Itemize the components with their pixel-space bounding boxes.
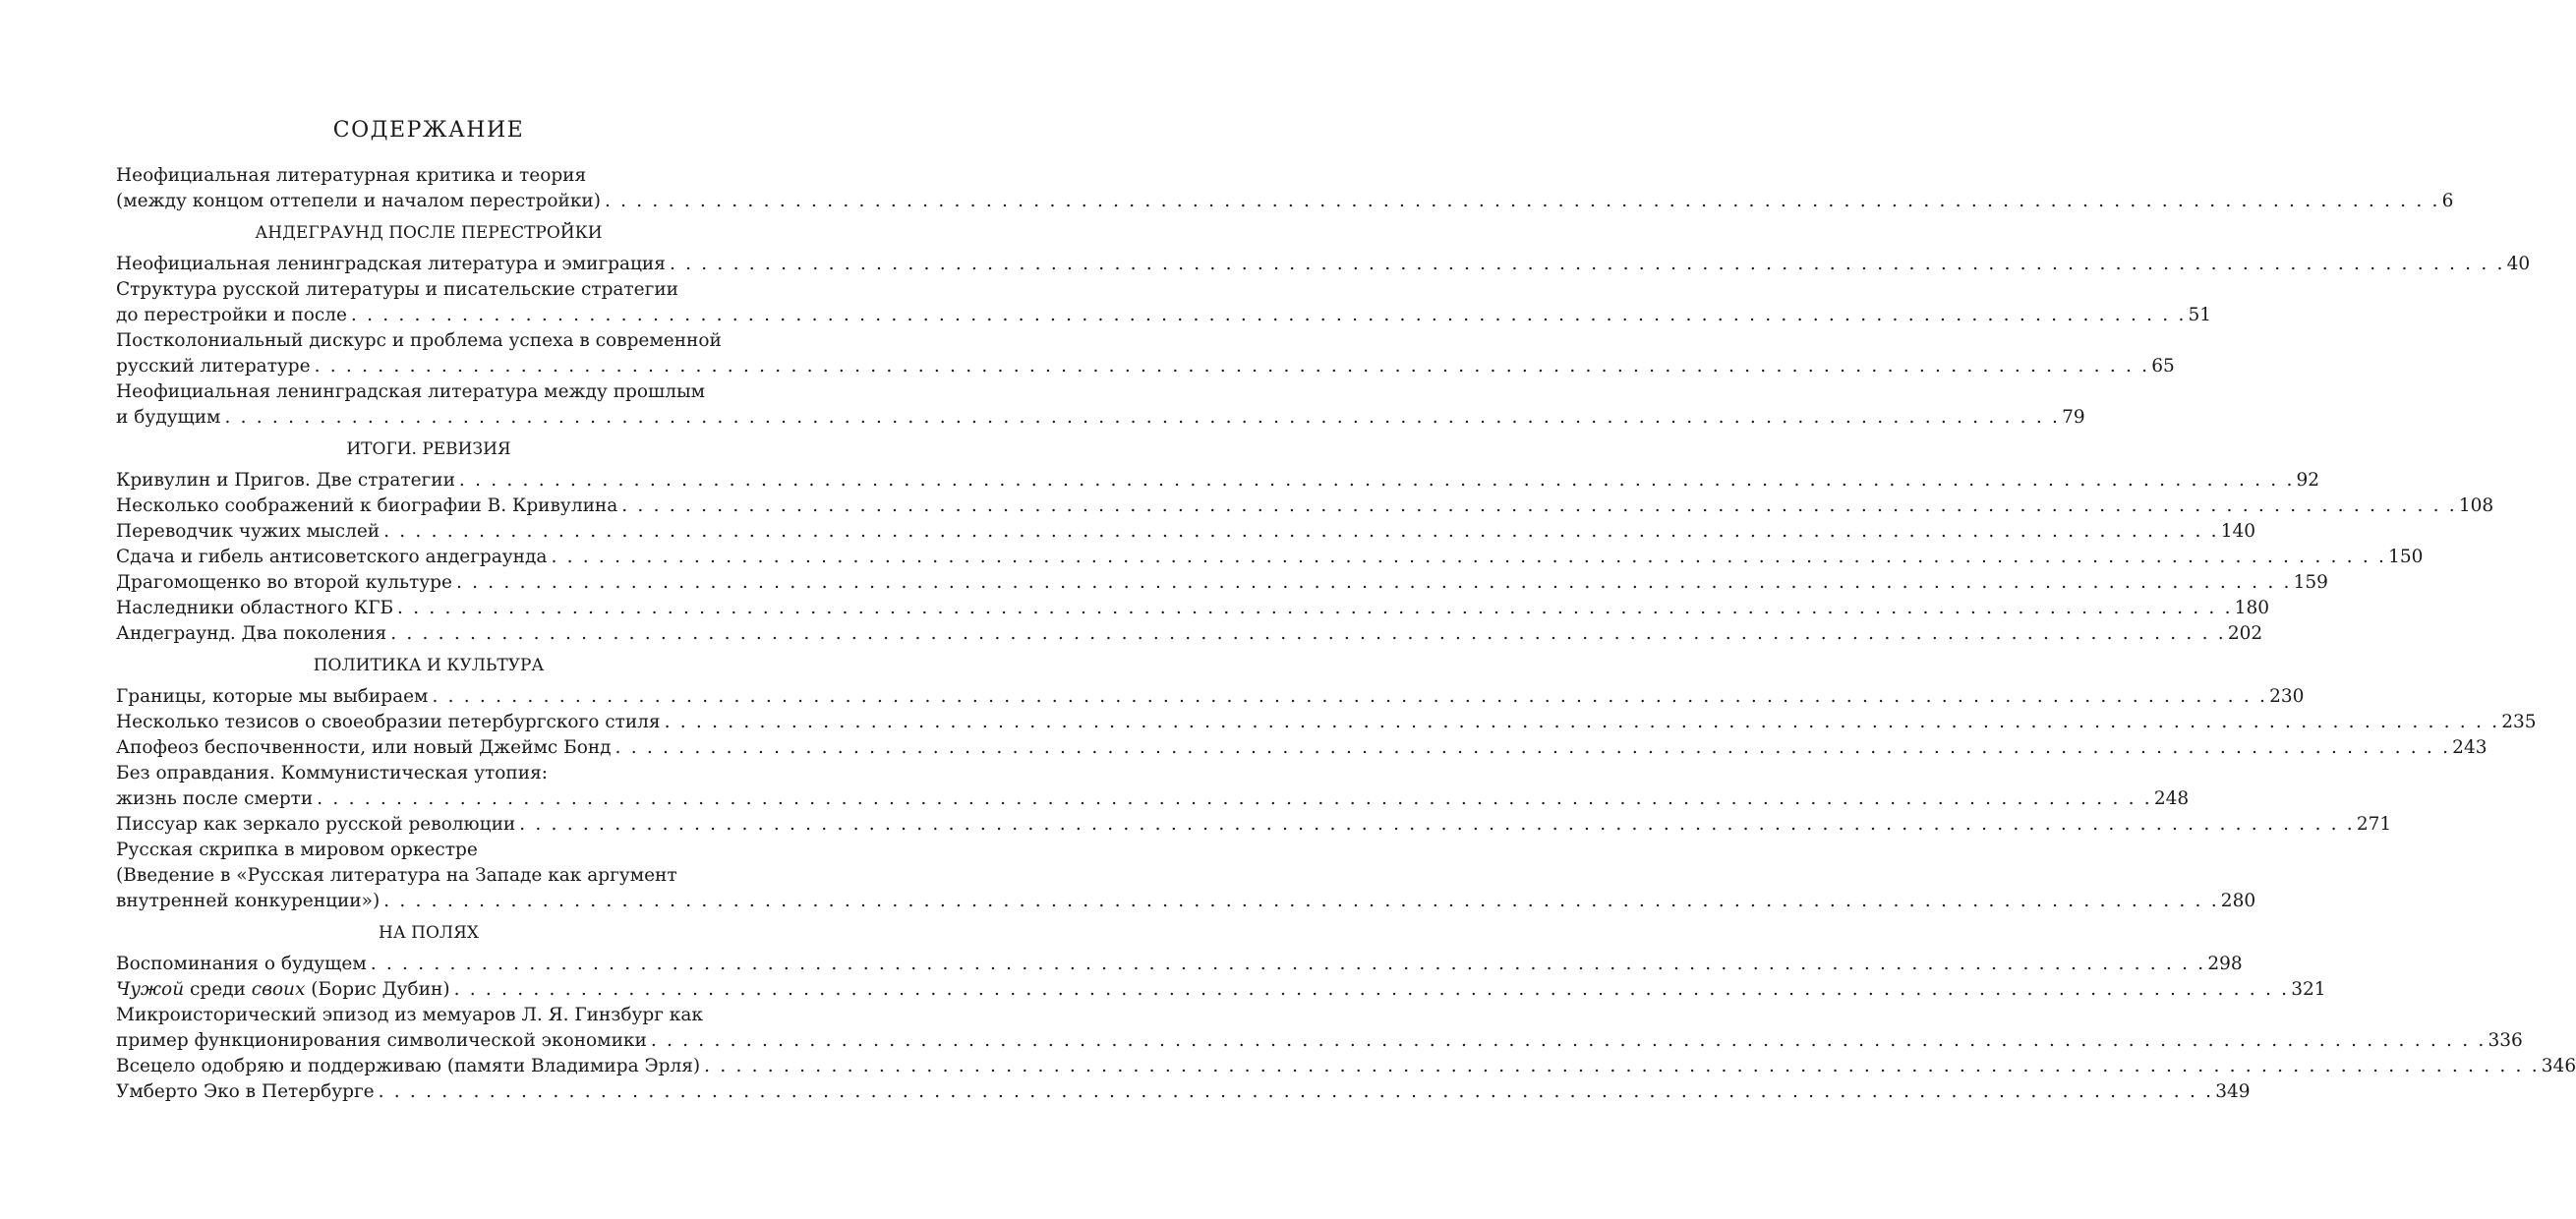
toc-entry[interactable]: [116, 163, 2454, 214]
dot-leader: . . . . . . . . . . . . . . . . . . . . . . . . . . . . . . . . . . . . . . . . . . . . . . . . . . . . . . . . . . . . . . . . . . . . . . . . . . . . . . . . . . . . . . . . . . . . . . . . . . . . . . . . . . . . . . . . . . . .: [458, 470, 2295, 491]
page-number: 230: [2269, 686, 2305, 707]
toc-entry[interactable]: [116, 468, 2320, 493]
entry-title: Андеграунд. Два поколения: [116, 623, 387, 644]
dot-leader: . . . . . . . . . . . . . . . . . . . . . . . . . . . . . . . . . . . . . . . . . . . . . . . . . . . . . . . . . . . . . . . . . . . . . . . . . . . . . . . . . . . . . . . . . . . . . . . . . . . . . . . . . . . . . . . . . . . .: [350, 305, 2187, 325]
toc-entry[interactable]: [116, 1079, 2251, 1105]
dot-leader: . . . . . . . . . . . . . . . . . . . . . . . . . . . . . . . . . . . . . . . . . . . . . . . . . . . . . . . . . . . . . . . . . . . . . . . . . . . . . . . . . . . . . . . . . . . . . . . . . . . . . . . . . . . . . . . . . . . .: [390, 623, 2226, 644]
entry-title: Апофеоз беспочвенности, или новый Джеймс Бонд: [116, 737, 612, 758]
entry-title: Писсуар как зеркало русской революции: [116, 814, 516, 835]
page-number: 140: [2220, 521, 2256, 542]
entry-line: Русская скрипка в мировом оркестре: [116, 840, 478, 860]
entry-title: Несколько тезисов о своеобразии петербургского стиля: [116, 712, 661, 732]
toc-entry[interactable]: [116, 277, 2212, 328]
page-number: 40: [2506, 254, 2531, 274]
page-number: 51: [2188, 305, 2212, 325]
dot-leader: . . . . . . . . . . . . . . . . . . . . . . . . . . . . . . . . . . . . . . . . . . . . . . . . . . . . . . . . . . . . . . . . . . . . . . . . . . . . . . . . . . . . . . . . . . . . . . . . . . . . . . . . . . . . . . . . . . . .: [650, 1030, 2487, 1051]
page-number: 346: [2541, 1056, 2576, 1076]
dot-leader: . . . . . . . . . . . . . . . . . . . . . . . . . . . . . . . . . . . . . . . . . . . . . . . . . . . . . . . . . . . . . . . . . . . . . . . . . . . . . . . . . . . . . . . . . . . . . . . . . . . . . . . . . . . . . . . . . . . .: [378, 1081, 2214, 1102]
dot-leader: . . . . . . . . . . . . . . . . . . . . . . . . . . . . . . . . . . . . . . . . . . . . . . . . . . . . . . . . . . . . . . . . . . . . . . . . . . . . . . . . . . . . . . . . . . . . . . . . . . . . . . . . . . . . . . . . . . . .: [621, 495, 2457, 516]
entry-line: Неофициальная ленинградская литература между прошлым: [116, 381, 706, 402]
entry-title: русский литературе: [116, 356, 311, 377]
entry-title: до перестройки и после: [116, 305, 347, 325]
toc-entry[interactable]: [116, 596, 2269, 621]
entry-title-part: среди: [184, 979, 252, 1000]
toc-entry[interactable]: [116, 379, 2085, 431]
page-number: 336: [2488, 1030, 2523, 1051]
page-number: 271: [2356, 814, 2392, 835]
toc-entry[interactable]: [116, 570, 2328, 596]
toc-entry[interactable]: [116, 1003, 2523, 1054]
page-number: 202: [2227, 623, 2263, 644]
dot-leader: . . . . . . . . . . . . . . . . . . . . . . . . . . . . . . . . . . . . . . . . . . . . . . . . . . . . . . . . . . . . . . . . . . . . . . . . . . . . . . . . . . . . . . . . . . . . . . . . . . . . . . . . . . . . . . . . . . . .: [455, 572, 2292, 593]
dot-leader: . . . . . . . . . . . . . . . . . . . . . . . . . . . . . . . . . . . . . . . . . . . . . . . . . . . . . . . . . . . . . . . . . . . . . . . . . . . . . . . . . . . . . . . . . . . . . . . . . . . . . . . . . . . . . . . . . . . .: [370, 954, 2206, 974]
page-number: 79: [2062, 407, 2085, 428]
dot-leader: . . . . . . . . . . . . . . . . . . . . . . . . . . . . . . . . . . . . . . . . . . . . . . . . . . . . . . . . . . . . . . . . . . . . . . . . . . . . . . . . . . . . . . . . . . . . . . . . . . . . . . . . . . . . . . . . . . . .: [669, 254, 2505, 274]
page-number: 243: [2452, 737, 2488, 758]
dot-leader: . . . . . . . . . . . . . . . . . . . . . . . . . . . . . . . . . . . . . . . . . . . . . . . . . . . . . . . . . . . . . . . . . . . . . . . . . . . . . . . . . . . . . . . . . . . . . . . . . . . . . . . . . . . . . . . . . . . .: [519, 814, 2355, 835]
dot-leader: . . . . . . . . . . . . . . . . . . . . . . . . . . . . . . . . . . . . . . . . . . . . . . . . . . . . . . . . . . . . . . . . . . . . . . . . . . . . . . . . . . . . . . . . . . . . . . . . . . . . . . . . . . . . . . . . . . . .: [314, 356, 2150, 377]
page-number: 280: [2220, 891, 2256, 911]
entry-title: Драгомощенко во второй культуре: [116, 572, 452, 593]
toc-entry[interactable]: [116, 761, 2190, 812]
toc-entry[interactable]: [116, 977, 2326, 1003]
entry-title: внутренней конкуренции»): [116, 891, 381, 911]
toc-entry[interactable]: [116, 621, 2263, 647]
entry-title: Сдача и гибель антисоветского андеграунда: [116, 547, 548, 567]
dot-leader: . . . . . . . . . . . . . . . . . . . . . . . . . . . . . . . . . . . . . . . . . . . . . . . . . . . . . . . . . . . . . . . . . . . . . . . . . . . . . . . . . . . . . . . . . . . . . . . . . . . . . . . . . . . . . . . . . . . .: [383, 521, 2219, 542]
entry-title: Воспоминания о будущем: [116, 954, 367, 974]
section-heading: НА ПОЛЯХ: [379, 923, 479, 943]
dot-leader: . . . . . . . . . . . . . . . . . . . . . . . . . . . . . . . . . . . . . . . . . . . . . . . . . . . . . . . . . . . . . . . . . . . . . . . . . . . . . . . . . . . . . . . . . . . . . . . . . . . . . . . . . . . . . . . . . . . .: [432, 686, 2268, 707]
entry-line: Постколониальный дискурс и проблема успеха в современной: [116, 330, 722, 351]
entry-title: (между концом оттепели и началом перестройки): [116, 191, 601, 211]
entry-line: Структура русской литературы и писательские стратегии: [116, 279, 678, 300]
toc-entry[interactable]: [116, 952, 2243, 977]
toc-entry[interactable]: [116, 1054, 2576, 1079]
toc-entry[interactable]: [116, 493, 2494, 519]
toc-entry[interactable]: [116, 838, 2256, 914]
section-heading: ПОЛИТИКА И КУЛЬТУРА: [313, 656, 545, 675]
dot-leader: . . . . . . . . . . . . . . . . . . . . . . . . . . . . . . . . . . . . . . . . . . . . . . . . . . . . . . . . . . . . . . . . . . . . . . . . . . . . . . . . . . . . . . . . . . . . . . . . . . . . . . . . . . . . . . . . . . . .: [224, 407, 2061, 428]
entry-title: Несколько соображений к биографии В. Кривулина: [116, 495, 618, 516]
dot-leader: . . . . . . . . . . . . . . . . . . . . . . . . . . . . . . . . . . . . . . . . . . . . . . . . . . . . . . . . . . . . . . . . . . . . . . . . . . . . . . . . . . . . . . . . . . . . . . . . . . . . . . . . . . . . . . . . . . . .: [397, 598, 2233, 618]
entry-title: Переводчик чужих мыслей: [116, 521, 381, 542]
table-of-contents: [116, 114, 2576, 1105]
page-number: 6: [2441, 191, 2454, 211]
entry-title: и будущим: [116, 407, 221, 428]
entry-title: жизнь после смерти: [116, 788, 314, 809]
entry-line: Неофициальная литературная критика и теория: [116, 165, 587, 186]
entry-title: Наследники областного КГБ: [116, 598, 394, 618]
page-number: 150: [2388, 547, 2424, 567]
toc-entry[interactable]: [116, 735, 2488, 761]
toc-entry[interactable]: [116, 519, 2256, 545]
page-number: 92: [2296, 470, 2320, 491]
entry-line: Без оправдания. Коммунистическая утопия:: [116, 763, 548, 784]
dot-leader: . . . . . . . . . . . . . . . . . . . . . . . . . . . . . . . . . . . . . . . . . . . . . . . . . . . . . . . . . . . . . . . . . . . . . . . . . . . . . . . . . . . . . . . . . . . . . . . . . . . . . . . . . . . . . . . . . . . .: [383, 891, 2219, 911]
entry-title: Умберто Эко в Петербурге: [116, 1081, 375, 1102]
entry-title: Неофициальная ленинградская литература и эмиграция: [116, 254, 666, 274]
entry-line: (Введение в «Русская литература на Западе как аргумент: [116, 865, 677, 886]
page-number: 321: [2291, 979, 2326, 1000]
toc-entry[interactable]: [116, 684, 2305, 710]
section-heading: ИТОГИ. РЕВИЗИЯ: [346, 439, 511, 459]
toc-entry[interactable]: [116, 812, 2392, 838]
page-number: 65: [2151, 356, 2175, 377]
toc-entry[interactable]: [116, 545, 2424, 570]
entry-title: Кривулин и Пригов. Две стратегии: [116, 470, 455, 491]
toc-entry[interactable]: [116, 710, 2537, 735]
toc-title: СОДЕРЖАНИЕ: [332, 118, 525, 143]
page-number: 298: [2207, 954, 2243, 974]
dot-leader: . . . . . . . . . . . . . . . . . . . . . . . . . . . . . . . . . . . . . . . . . . . . . . . . . . . . . . . . . . . . . . . . . . . . . . . . . . . . . . . . . . . . . . . . . . . . . . . . . . . . . . . . . . . . . . . . . . . .: [604, 191, 2440, 211]
dot-leader: . . . . . . . . . . . . . . . . . . . . . . . . . . . . . . . . . . . . . . . . . . . . . . . . . . . . . . . . . . . . . . . . . . . . . . . . . . . . . . . . . . . . . . . . . . . . . . . . . . . . . . . . . . . . . . . . . . . .: [615, 737, 2451, 758]
entry-title: Границы, которые мы выбираем: [116, 686, 429, 707]
page-number: 180: [2234, 598, 2269, 618]
entry-title-italic: Чужой: [116, 979, 185, 1000]
entry-title-italic: своих: [251, 979, 306, 1000]
entry-title-part: (Борис Дубин): [305, 979, 450, 1000]
toc-entry[interactable]: [116, 328, 2175, 379]
page-number: 108: [2458, 495, 2494, 516]
dot-leader: . . . . . . . . . . . . . . . . . . . . . . . . . . . . . . . . . . . . . . . . . . . . . . . . . . . . . . . . . . . . . . . . . . . . . . . . . . . . . . . . . . . . . . . . . . . . . . . . . . . . . . . . . . . . . . . . . . . .: [317, 788, 2152, 809]
entry-title: Всецело одобряю и поддерживаю (памяти Владимира Эрля): [116, 1056, 701, 1076]
dot-leader: . . . . . . . . . . . . . . . . . . . . . . . . . . . . . . . . . . . . . . . . . . . . . . . . . . . . . . . . . . . . . . . . . . . . . . . . . . . . . . . . . . . . . . . . . . . . . . . . . . . . . . . . . . . . . . . . . . . .: [453, 979, 2290, 1000]
dot-leader: . . . . . . . . . . . . . . . . . . . . . . . . . . . . . . . . . . . . . . . . . . . . . . . . . . . . . . . . . . . . . . . . . . . . . . . . . . . . . . . . . . . . . . . . . . . . . . . . . . . . . . . . . . . . . . . . . . . .: [551, 547, 2387, 567]
page-number: 349: [2215, 1081, 2251, 1102]
page-number: 235: [2501, 712, 2537, 732]
entry-line: Микроисторический эпизод из мемуаров Л. Я. Гинзбург как: [116, 1005, 703, 1025]
entry-title: пример функционирования символической экономики: [116, 1030, 647, 1051]
section-heading: АНДЕГРАУНД ПОСЛЕ ПЕРЕСТРОЙКИ: [255, 223, 603, 243]
dot-leader: . . . . . . . . . . . . . . . . . . . . . . . . . . . . . . . . . . . . . . . . . . . . . . . . . . . . . . . . . . . . . . . . . . . . . . . . . . . . . . . . . . . . . . . . . . . . . . . . . . . . . . . . . . . . . . . . . . . .: [704, 1056, 2540, 1076]
toc-entry[interactable]: [116, 252, 2531, 277]
page-number: 159: [2293, 572, 2328, 593]
dot-leader: . . . . . . . . . . . . . . . . . . . . . . . . . . . . . . . . . . . . . . . . . . . . . . . . . . . . . . . . . . . . . . . . . . . . . . . . . . . . . . . . . . . . . . . . . . . . . . . . . . . . . . . . . . . . . . . . . . . .: [664, 712, 2500, 732]
page-number: 248: [2153, 788, 2190, 809]
entry-title: [116, 977, 450, 1003]
